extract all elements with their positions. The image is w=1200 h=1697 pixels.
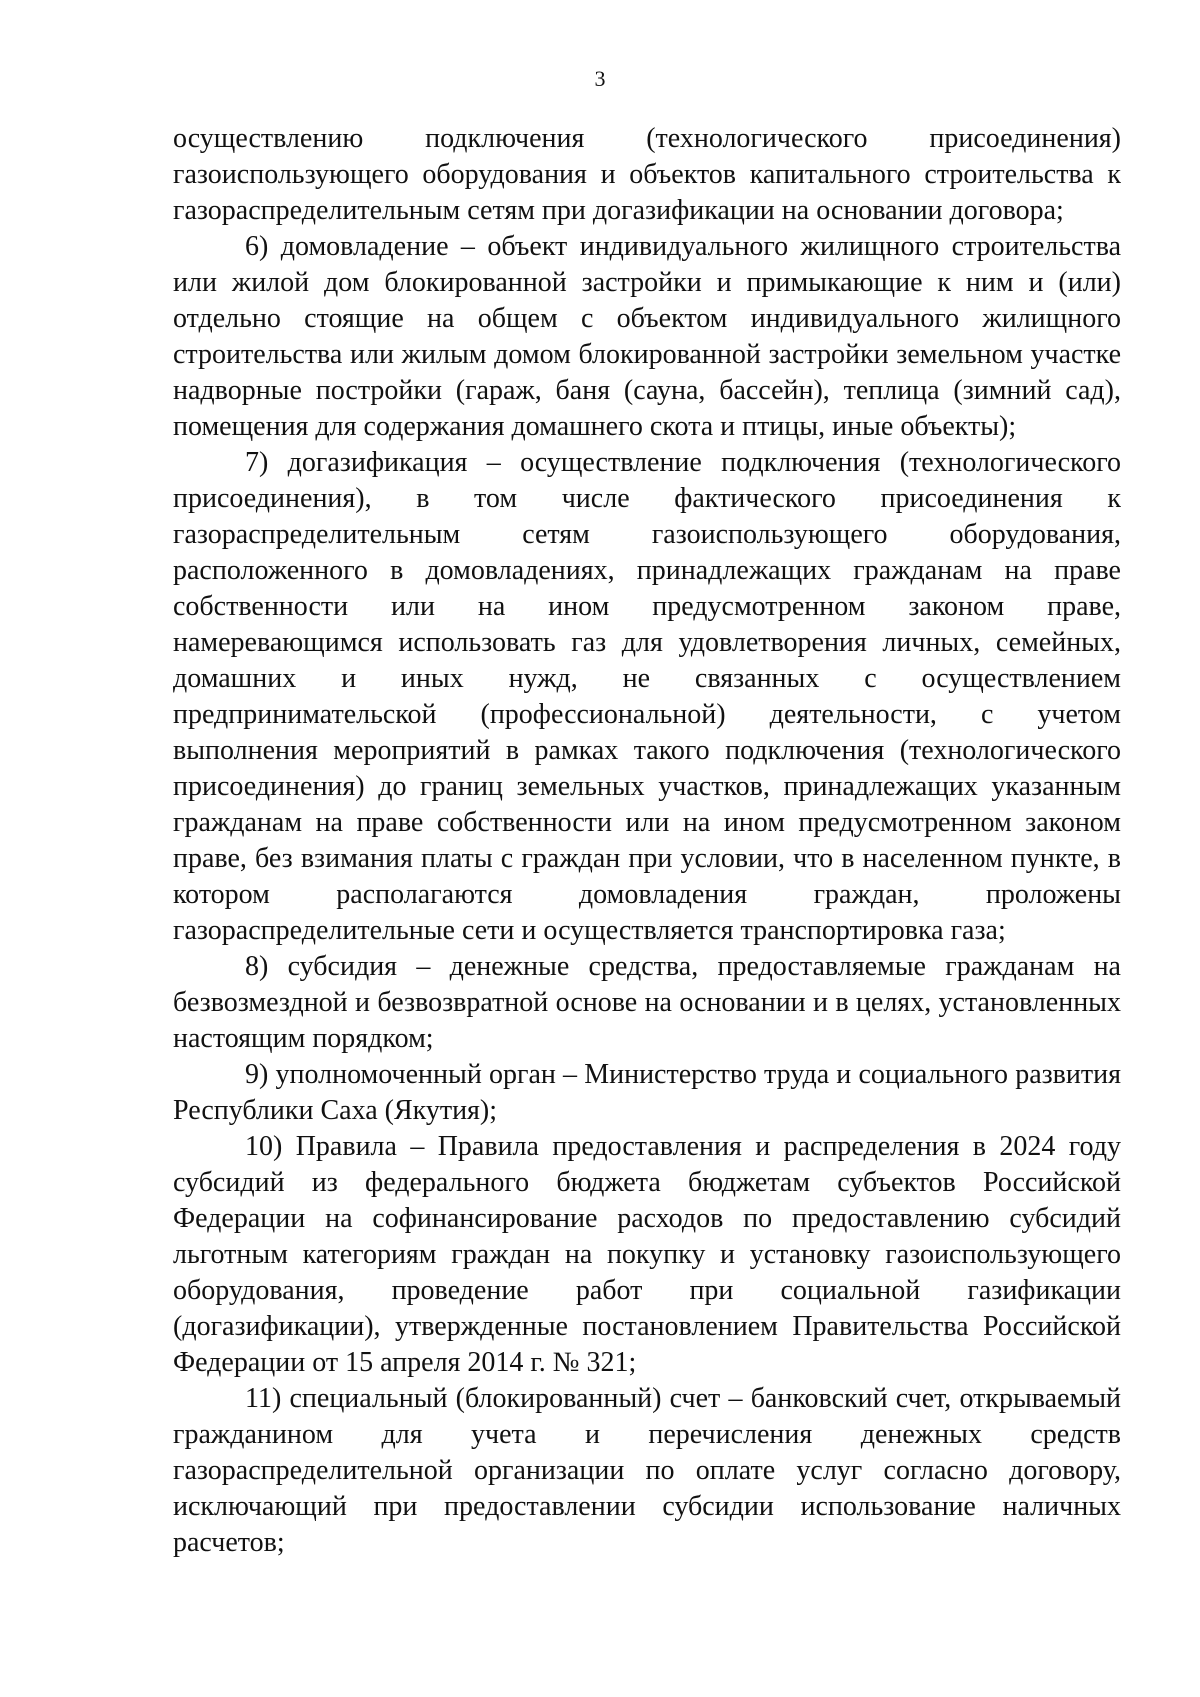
- paragraph-item-8: 8) субсидия – денежные средства, предоставляемые гражданам на безвозмездной и безвозвратной основе на основании и в целях, установленных настоящим порядком;: [173, 951, 1121, 1054]
- paragraph-item-9: 9) уполномоченный орган – Министерство труда и социального развития Республики Саха (Якутия);: [173, 1059, 1121, 1126]
- paragraph-item-11: 11) специальный (блокированный) счет – банковский счет, открываемый гражданином для учета и перечисления денежных средств газораспределительной организации по оплате услуг согласно договору, исключающий при предоставлении субсидии использование наличных расчетов;: [173, 1383, 1121, 1558]
- document-body: [173, 121, 1121, 1561]
- paragraph-item-10: 10) Правила – Правила предоставления и распределения в 2024 году субсидий из федерального бюджета бюджетам субъектов Российской Федерации на софинансирование расходов по предоставлению субсидий льготным категориям граждан на покупку и установку газоиспользующего оборудования, проведение работ при социальной газификации (догазификации), утвержденные постановлением Правительства Российской Федерации от 15 апреля 2014 г. № 321;: [173, 1131, 1121, 1378]
- paragraph-continuation: осуществлению подключения (технологического присоединения) газоиспользующего оборудования и объектов капитального строительства к газораспределительным сетям при догазификации на основании договора;: [173, 123, 1121, 226]
- page-number: 3: [594, 66, 606, 91]
- paragraph-item-7: 7) догазификация – осуществление подключения (технологического присоединения), в том числе фактического присоединения к газораспределительным сетям газоиспользующего оборудования, расположенного в домовладениях, принадлежащих гражданам на праве собственности или на ином предусмотренном законом праве, намеревающимся использовать газ для удовлетворения личных, семейных, домашних и иных нужд, не связанных с осуществлением предпринимательской (профессиональной) деятельности, с учетом выполнения мероприятий в рамках такого подключения (технологического присоединения) до границ земельных участков, принадлежащих указанным гражданам на праве собственности или на ином предусмотренном законом праве, без взимания платы с граждан при условии, что в населенном пункте, в котором располагаются домовладения граждан, проложены газораспределительные сети и осуществляется транспортировка газа;: [173, 447, 1121, 946]
- paragraph-item-6: 6) домовладение – объект индивидуального жилищного строительства или жилой дом блокированной застройки и примыкающие к ним и (или) отдельно стоящие на общем с объектом индивидуального жилищного строительства или жилым домом блокированной застройки земельном участке надворные постройки (гараж, баня (сауна, бассейн), теплица (зимний сад), помещения для содержания домашнего скота и птицы, иные объекты);: [173, 231, 1121, 442]
